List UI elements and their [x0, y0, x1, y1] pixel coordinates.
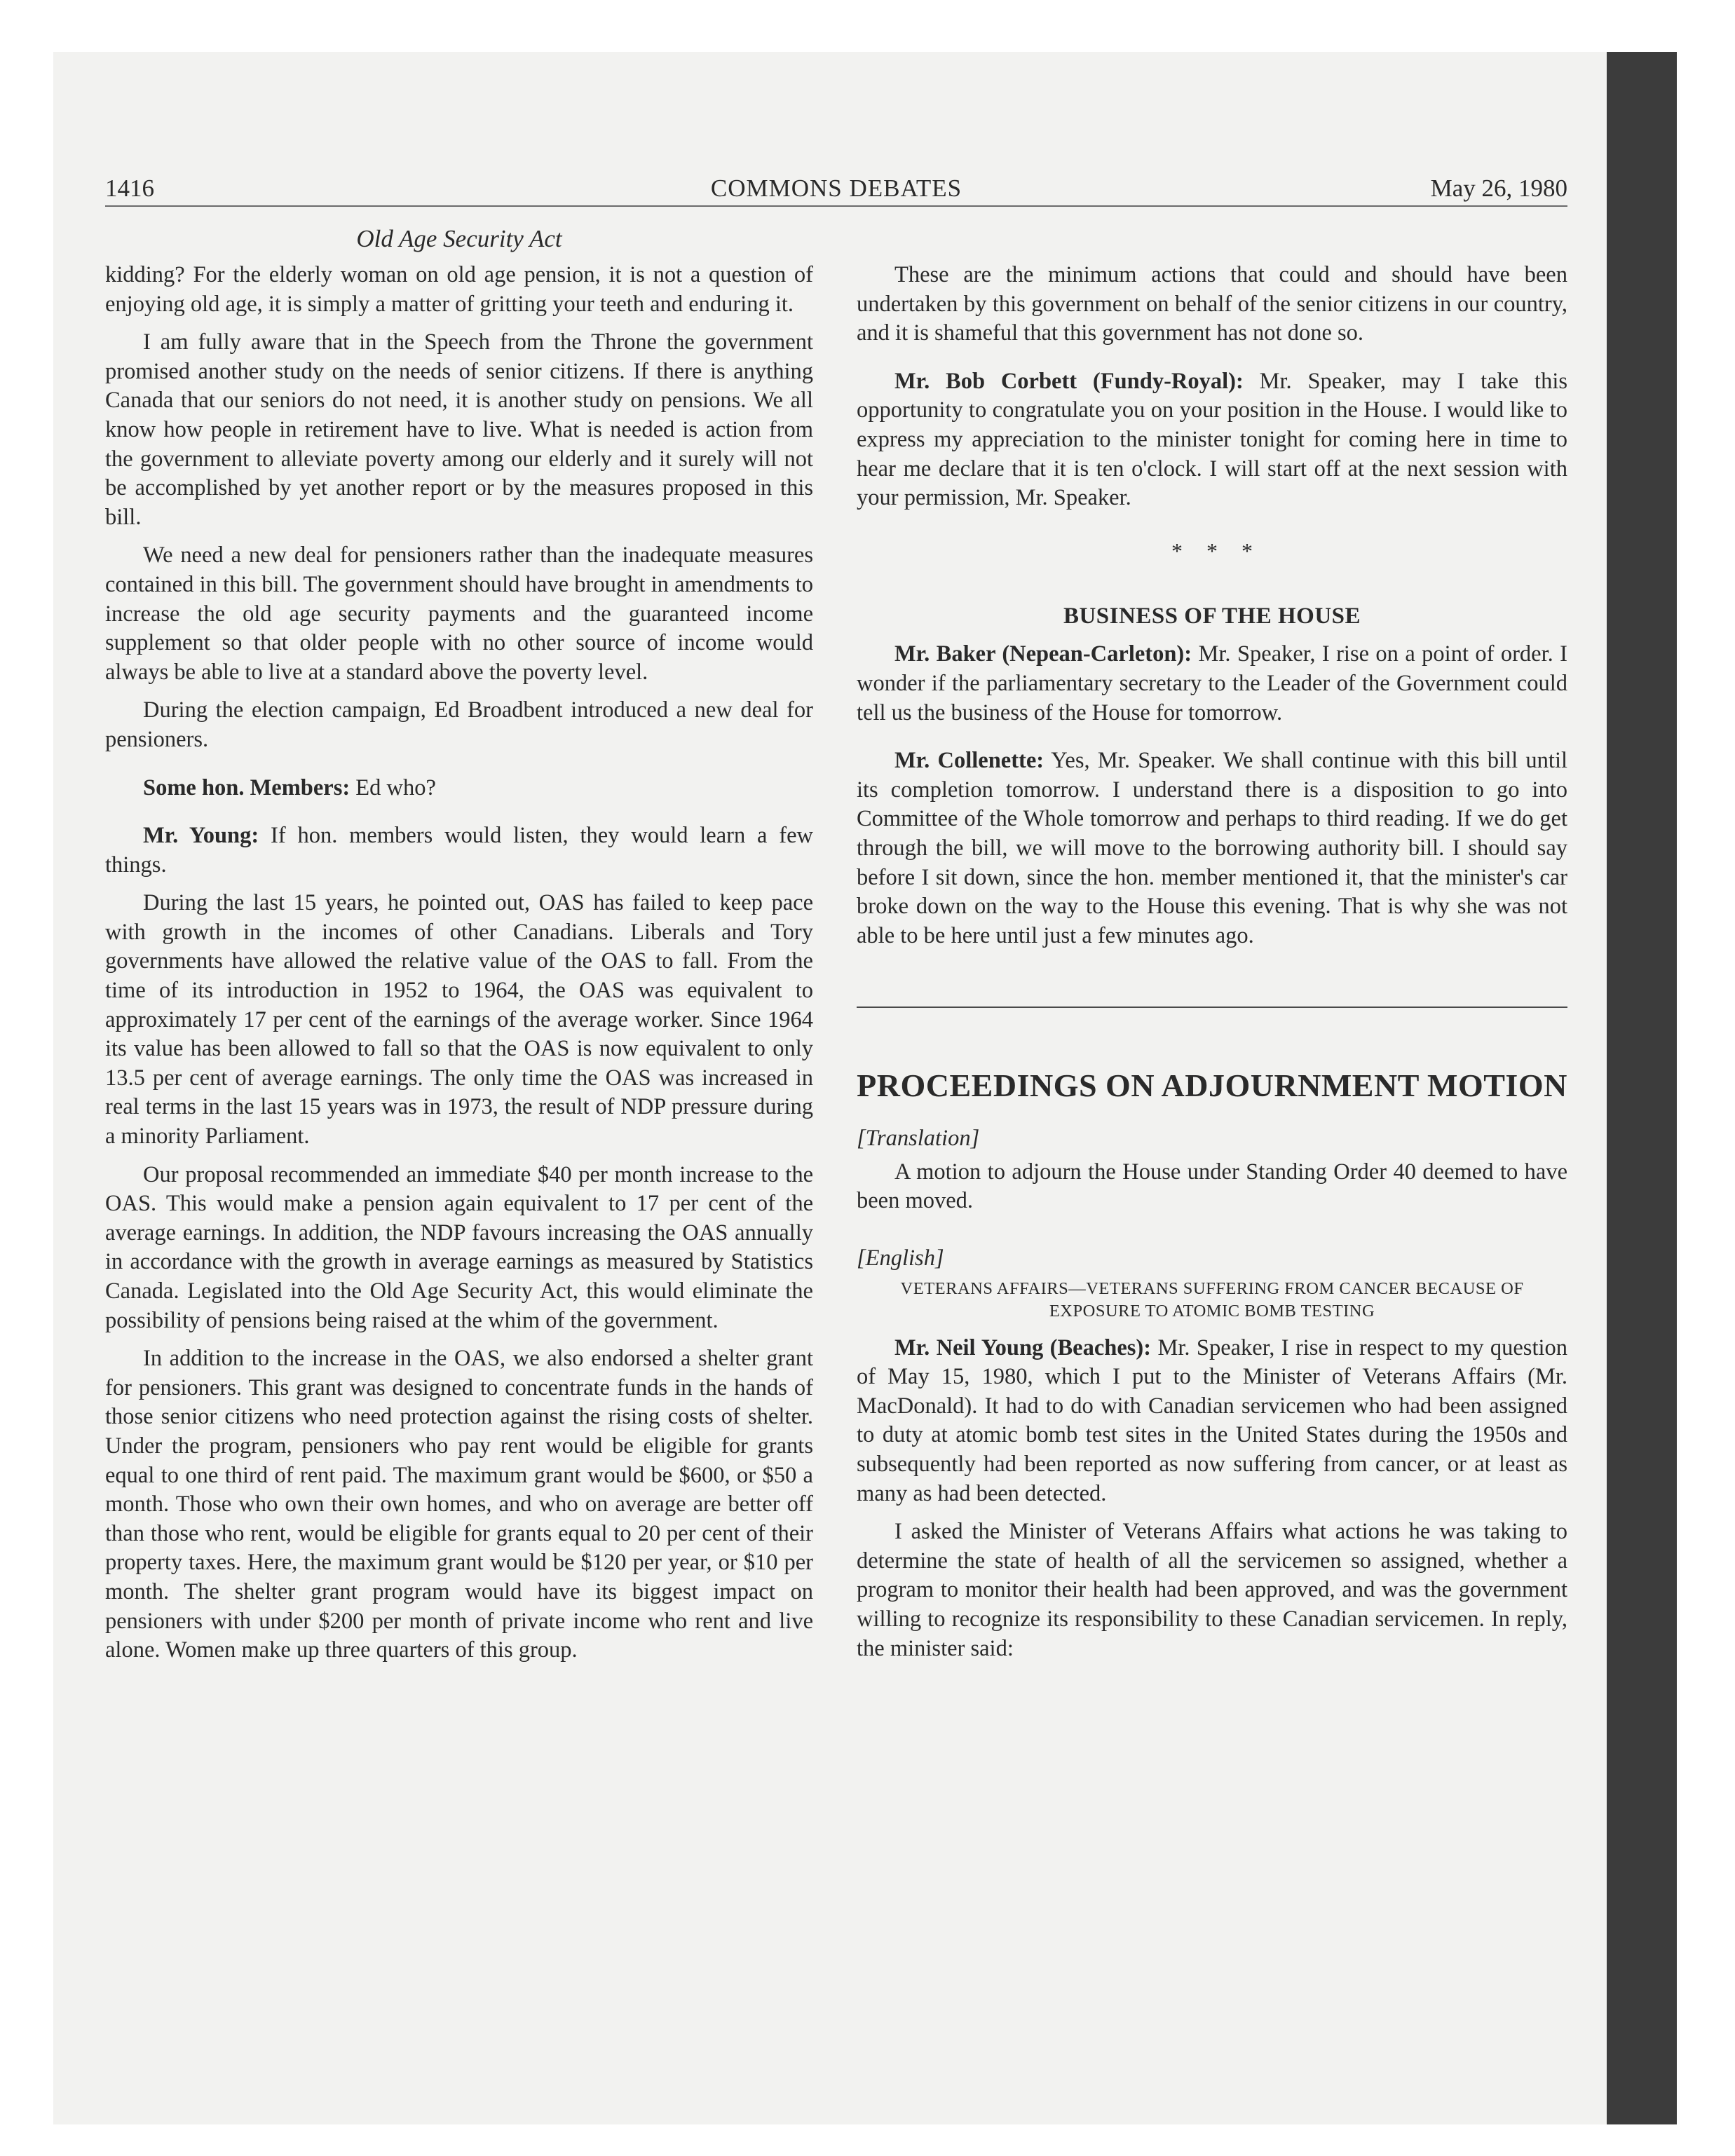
header-rule — [105, 205, 1567, 207]
paragraph: During the election campaign, Ed Broadbent introduced a new deal for pensioners. — [105, 697, 813, 752]
paragraph: Our proposal recommended an immediate $40 per month increase to the OAS. This would make a pension again equivalent to 17 per cent of the average earnings. In addition, the NDP favours increasing the OAS annually in accordance with the growth in average earnings as measured by Statistics Canada. Legislated into the Old Age Security Act, this would eliminate the possibility of pensions being raised at the whim of the government. — [105, 1161, 813, 1333]
speech-paragraph — [105, 774, 813, 803]
speaker-name: Mr. Baker (Nepean-Carleton): — [894, 641, 1192, 667]
speech-paragraph — [857, 746, 1567, 950]
speech-paragraph — [857, 367, 1567, 513]
speaker-name: Mr. Bob Corbett (Fundy-Royal): — [894, 368, 1244, 394]
translation-label: [Translation] — [857, 1126, 980, 1152]
proceedings-heading: PROCEEDINGS ON ADJOURNMENT MOTION — [857, 1067, 1567, 1104]
issue-date: May 26, 1980 — [1430, 175, 1567, 202]
section-caption: Old Age Security Act — [356, 225, 562, 252]
paragraph: A motion to adjourn the House under Standing Order 40 deemed to have been moved. — [857, 1159, 1567, 1214]
speech-text: Yes, Mr. Speaker. We shall continue with this bill until its completion tomorrow. I understand there is a disposition to go into Committee of the Whole tomorrow and perhaps to third reading. If we do get through the bill, we will move to the borrowing authority bill. I should say before I sit down, since the hon. member mentioned it, that the minister's car broke down on the way to the House this evening. That is why she was not able to be here until just a few minutes ago. — [857, 748, 1568, 948]
paragraph: I am fully aware that in the Speech from the Throne the government promised another study on the needs of senior citizens. If there is anything Canada that our seniors do not need, it is another study on pensions. We all know how people in retirement have to live. What is needed is action from the government to alleviate poverty among our elderly and it surely will not be accomplished by yet another report or by the measures proposed in this bill. — [105, 329, 813, 530]
debate-subheading: VETERANS AFFAIRS—VETERANS SUFFERING FROM CANCER BECAUSE OF EXPOSURE TO ATOMIC BOMB TESTING — [900, 1278, 1524, 1321]
speech-text: Mr. Speaker, I rise in respect to my question of May 15, 1980, which I put to the Minister of Veterans Affairs (Mr. MacDonald). It had to do with Canadian servicemen who had been assigned to duty at atomic bomb test sites in the United States during the 1950s and subsequently had been reported as now suffering from cancer, or at least as many as had been detected. — [857, 1335, 1568, 1506]
english-label: [English] — [857, 1246, 944, 1271]
running-header — [105, 171, 1567, 206]
speaker-name: Mr. Neil Young (Beaches): — [894, 1335, 1152, 1360]
speaker-name: Mr. Collenette: — [894, 748, 1045, 774]
paragraph: kidding? For the elderly woman on old age pension, it is not a question of enjoying old age, it is simply a matter of gritting your teeth and enduring it. — [105, 262, 813, 317]
paragraph: These are the minimum actions that could and should have been undertaken by this government on behalf of the senior citizens in our country, and it is shameful that this government has not done so. — [857, 262, 1567, 346]
paragraph: In addition to the increase in the OAS, we also endorsed a shelter grant for pensioners. This grant was designed to concentrate funds in the hands of those senior citizens who need protection against the rising costs of shelter. Under the program, pensioners who pay rent would be eligible for grants equal to one third of rent paid. The maximum grant would be $600, or $50 a month. Those who own their own homes, and who on average are better off than those who rent, would be eligible for grants equal to 20 per cent of their property taxes. Here, the maximum grant would be $120 per year, or $10 per month. The shelter grant program would have its biggest impact on pensioners with under $200 per month of private income who rent and live alone. Women make up three quarters of this group. — [105, 1346, 813, 1663]
speech-paragraph — [105, 821, 813, 880]
speaker-name: Mr. Young: — [143, 823, 259, 849]
business-heading: BUSINESS OF THE HOUSE — [1063, 603, 1361, 629]
paragraph: During the last 15 years, he pointed out, OAS has failed to keep pace with growth in the incomes of other Canadians. Liberals and Tory governments have allowed the relative value of the OAS to fall. From the time of its introduction in 1952 to 1964, the OAS was equivalent to approximately 17 per cent of the earnings of the average worker. Since 1964 its value has been allowed to fall so that the OAS is now equivalent to only 13.5 per cent of average earnings. The only time the OAS was increased in real terms in the last 15 years was in 1973, the result of NDP pressure during a minority Parliament. — [105, 890, 813, 1149]
page-number: 1416 — [105, 175, 154, 202]
speech-paragraph — [857, 1334, 1567, 1509]
speech-text: Ed who? — [355, 775, 436, 800]
speaker-name: Some hon. Members: — [143, 775, 351, 800]
section-break-stars: * * * — [1171, 538, 1253, 564]
paragraph: I asked the Minister of Veterans Affairs what actions he was taking to determine the state of health of all the servicemen so assigned, whether a program to monitor their health had been approved, and was the government willing to recognize its responsibility to these Canadian servicemen. In reply, the minister said: — [857, 1519, 1567, 1661]
speech-text: Mr. Speaker, I rise on a point of order. I wonder if the parliamentary secretary to the Leader of the Government could tell us the business of the House for tomorrow. — [857, 641, 1567, 725]
speech-text: Mr. Speaker, may I take this opportunity to congratulate you on your position in the House. I would like to express my appreciation to the minister tonight for coming here in time to hear me declare that it is ten o'clock. I will start off at the next session with your permission, Mr. Speaker. — [857, 368, 1567, 511]
speech-paragraph — [857, 640, 1567, 728]
section-rule — [857, 1007, 1567, 1008]
left-column — [105, 261, 813, 1674]
journal-title: COMMONS DEBATES — [710, 175, 962, 202]
paragraph: We need a new deal for pensioners rather than the inadequate measures contained in this bill. The government should have brought in amendments to increase the old age security payments and the guaranteed income supplement so that older people with no other source of income would always be able to live at a standard above the poverty level. — [105, 543, 813, 685]
speech-text: If hon. members would listen, they would learn a few things. — [105, 823, 813, 878]
right-column — [857, 261, 1567, 1672]
scan-edge-shadow — [1607, 52, 1677, 2124]
